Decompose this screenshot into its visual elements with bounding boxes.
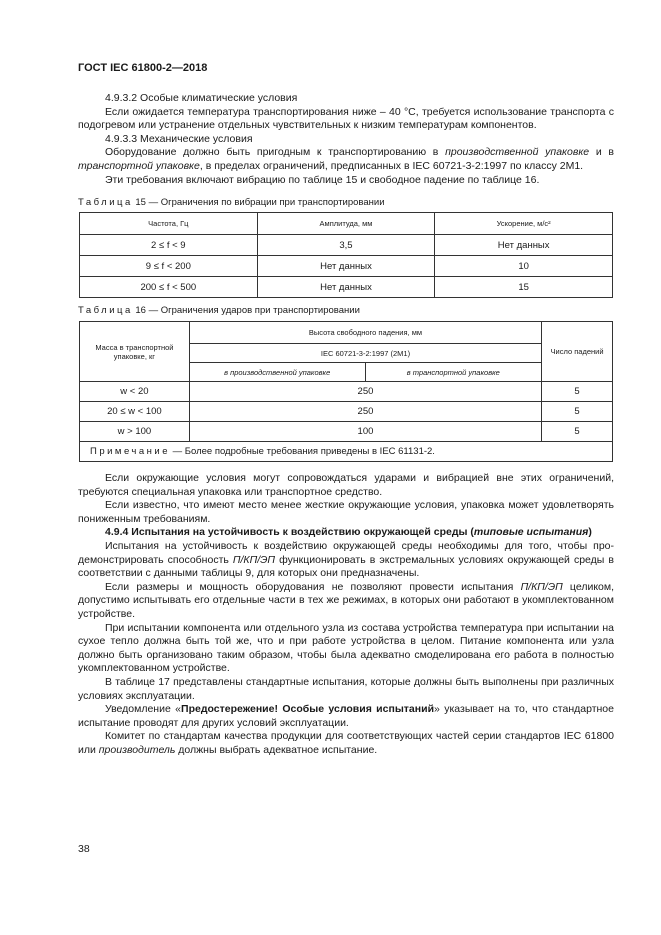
environment-section [78, 472, 614, 757]
table-cell: 200 ≤ f < 500 [80, 277, 258, 298]
climate-mechanical-section [78, 92, 614, 187]
table-row [80, 277, 613, 298]
table-cell: 2 ≤ f < 9 [80, 235, 258, 256]
table-row [80, 256, 613, 277]
header-cell: Частота, Гц [80, 213, 258, 235]
table-row [80, 382, 613, 402]
section-heading: 4.9.4 Испытания на устойчивость к воздействию окружающей среды (типовые испытания) [105, 526, 592, 539]
table-cell: 250 [189, 382, 541, 402]
paragraph: Оборудование должно быть пригодным к транспортированию в производственной упаковке и в транспортной упаковке, в пределах ограничений, предписанных в IEC 60721-3-2:1997 по классу 2М1. [78, 146, 614, 172]
table-cell: 5 [542, 402, 613, 422]
paragraph: Если известно, что имеют место менее жесткие окружающие условия, упаковка может удовлетворять пониженным требованиям. [78, 499, 614, 525]
paragraph: Если ожидается температура транспортирования ниже – 40 °С, требуется использование транспорта с подогревом или устранение отдельных чувствительных к низким температурам компонентов. [78, 105, 614, 132]
paragraph: Уведомление «Предостережение! Особые условия испытаний» указывает на то, что стандартное испытание проводят для других условий эксплуатации. [78, 703, 614, 729]
header-cell: в транспортной упаковке [365, 363, 542, 382]
paragraph: В таблице 17 представлены стандартные испытания, которые должны быть выполнены при различных условиях эксплуатации. [78, 675, 614, 702]
table16-caption: Таблица 16 — Ограничения ударов при транспортировании [78, 305, 360, 316]
paragraph: При испытании компонента или отдельного узла из состава устройства температура при испытании на сухое тепло должна быть той же, что и при работе устройства в целом. Питание компонента или узла должно быть организовано таким образом, чтобы была адекватно смоделирована его работа в полностью укомплектованном устройстве. [78, 621, 614, 675]
header-cell: Ускорение, м/с² [435, 213, 613, 235]
header-cell: Высота свободного падения, мм [189, 322, 541, 344]
table-cell: Нет данных [435, 235, 613, 256]
header-cell: Масса в транспортной упаковке, кг [80, 322, 190, 382]
table-cell: 10 [435, 256, 613, 277]
table-cell: 20 ≤ w < 100 [80, 402, 190, 422]
table15-caption: Таблица 15 — Ограничения по вибрации при транспортировании [78, 197, 385, 208]
paragraph: Испытания на устойчивость к воздействию окружающей среды необходимы для того, чтобы продемонстрировать способность П/КП/ЭП функционировать в экстремальных условиях окружающей среды в соответствии с данными таблицы 9, для которых они предназначены. [78, 539, 614, 580]
header-cell: Амплитуда, мм [257, 213, 435, 235]
table-note: Примечание — Более подробные требования приведены в IEC 61131-2. [80, 442, 613, 462]
header-cell: в производственной упаковке [189, 363, 365, 382]
table-cell: 9 ≤ f < 200 [80, 256, 258, 277]
table-cell: w < 20 [80, 382, 190, 402]
table-cell: 15 [435, 277, 613, 298]
table-row [80, 402, 613, 422]
table-cell: 100 [189, 422, 541, 442]
page-number: 38 [78, 843, 90, 855]
table-cell: 5 [542, 382, 613, 402]
table-header-row [80, 322, 613, 344]
table-row [80, 422, 613, 442]
table-cell: 250 [189, 402, 541, 422]
table-note-row [80, 442, 613, 462]
table-cell: w > 100 [80, 422, 190, 442]
table-cell: Нет данных [257, 277, 435, 298]
paragraph: 4.9.3.3 Механические условия [105, 132, 253, 145]
table-row [80, 235, 613, 256]
shock-table [79, 321, 613, 462]
paragraph: 4.9.3.2 Особые климатические условия [105, 92, 298, 104]
paragraph: Эти требования включают вибрацию по таблице 15 и свободное падение по таблице 16. [105, 173, 540, 186]
table-cell: 5 [542, 422, 613, 442]
paragraph: Если окружающие условия могут сопровождаться ударами и вибрацией вне этих ограничений, требуются специальная упаковка или транспортное средство. [78, 472, 614, 498]
header-cell: IEC 60721-3-2:1997 (2M1) [189, 344, 541, 363]
table-header-row [80, 213, 613, 235]
document-header: ГОСТ IEC 61800-2—2018 [78, 62, 208, 74]
paragraph: Если размеры и мощность оборудования не позволяют провести испытания П/КП/ЭП целиком, допустимо испытывать его отдельные части в тех же режимах, в которых они работают в укомплектованном устройстве. [78, 580, 615, 620]
paragraph: Комитет по стандартам качества продукции для соответствующих частей серии стандартов IEC 61800 или производитель должны выбрать адекватное испытание. [78, 730, 614, 756]
table-cell: Нет данных [257, 256, 435, 277]
table-cell: 3,5 [257, 235, 435, 256]
header-cell: Число падений [542, 322, 613, 382]
vibration-table [79, 212, 613, 298]
